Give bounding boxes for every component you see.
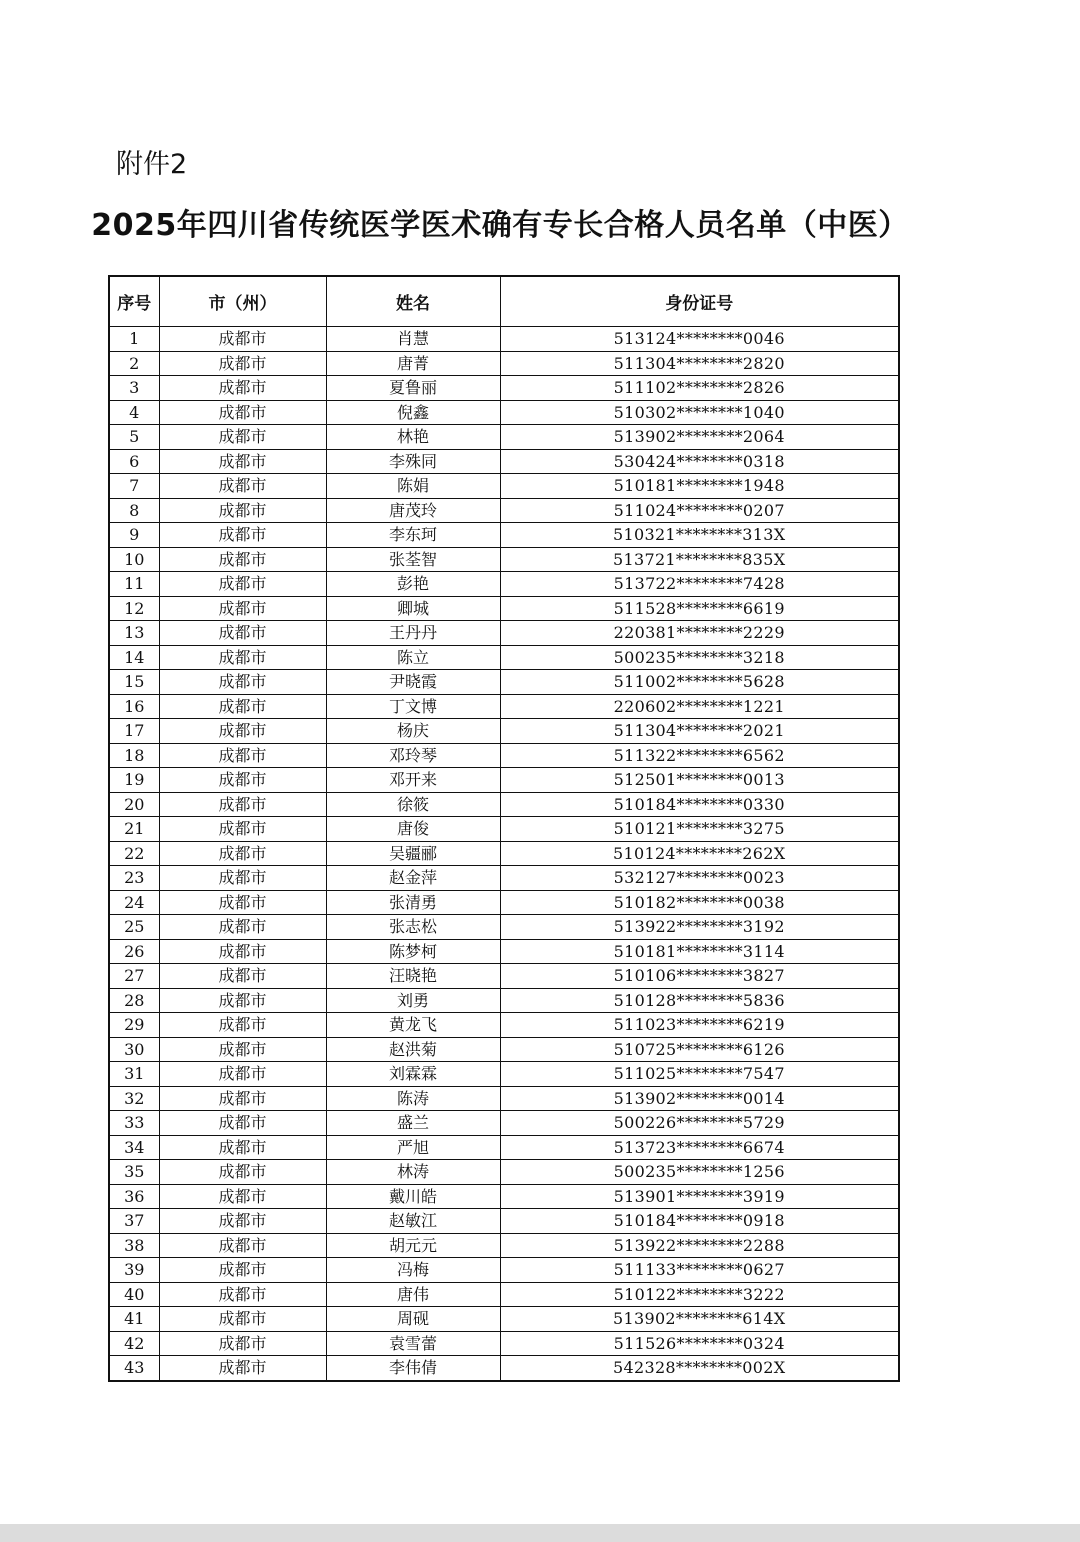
table-row [109,768,899,793]
cell-name: 周砚 [326,1307,500,1332]
cell-index: 4 [109,400,159,425]
table-row [109,547,899,572]
cell-name: 赵金萍 [326,866,500,891]
cell-id-number: 532127********0023 [500,866,899,891]
cell-id-number: 511304********2021 [500,719,899,744]
cell-name: 丁文博 [326,694,500,719]
cell-id-number: 530424********0318 [500,449,899,474]
cell-index: 40 [109,1282,159,1307]
cell-name: 冯梅 [326,1258,500,1283]
table-row [109,621,899,646]
table-row [109,670,899,695]
document-title: 2025年四川省传统医学医术确有专长合格人员名单（中医） [91,208,909,243]
cell-name: 唐茂玲 [326,498,500,523]
cell-index: 41 [109,1307,159,1332]
cell-id-number: 513922********3192 [500,915,899,940]
table-row [109,1331,899,1356]
cell-index: 21 [109,817,159,842]
cell-id-number: 510184********0918 [500,1209,899,1234]
cell-city: 成都市 [159,915,326,940]
cell-id-number: 513922********2288 [500,1233,899,1258]
cell-index: 1 [109,327,159,352]
cell-index: 39 [109,1258,159,1283]
cell-index: 12 [109,596,159,621]
cell-id-number: 510128********5836 [500,988,899,1013]
cell-city: 成都市 [159,1258,326,1283]
cell-index: 20 [109,792,159,817]
cell-city: 成都市 [159,841,326,866]
cell-id-number: 510106********3827 [500,964,899,989]
cell-city: 成都市 [159,1209,326,1234]
cell-city: 成都市 [159,1037,326,1062]
table-row [109,498,899,523]
cell-city: 成都市 [159,719,326,744]
cell-id-number: 510121********3275 [500,817,899,842]
table-row [109,1307,899,1332]
cell-id-number: 513723********6674 [500,1135,899,1160]
page-bottom-edge [0,1524,1080,1542]
cell-city: 成都市 [159,1111,326,1136]
cell-id-number: 513124********0046 [500,327,899,352]
table-row [109,743,899,768]
cell-id-number: 220381********2229 [500,621,899,646]
table-row [109,400,899,425]
cell-id-number: 511023********6219 [500,1013,899,1038]
cell-city: 成都市 [159,327,326,352]
cell-city: 成都市 [159,694,326,719]
cell-city: 成都市 [159,498,326,523]
cell-id-number: 511304********2820 [500,351,899,376]
cell-index: 19 [109,768,159,793]
cell-name: 汪晓艳 [326,964,500,989]
table-row [109,1356,899,1381]
cell-city: 成都市 [159,547,326,572]
table-row [109,841,899,866]
cell-name: 王丹丹 [326,621,500,646]
cell-id-number: 542328********002X [500,1356,899,1381]
cell-index: 37 [109,1209,159,1234]
cell-id-number: 513902********614X [500,1307,899,1332]
cell-name: 夏鲁丽 [326,376,500,401]
cell-index: 13 [109,621,159,646]
cell-id-number: 510321********313X [500,523,899,548]
cell-name: 张志松 [326,915,500,940]
cell-id-number: 513722********7428 [500,572,899,597]
cell-name: 李伟倩 [326,1356,500,1381]
cell-city: 成都市 [159,670,326,695]
table-row [109,572,899,597]
cell-index: 3 [109,376,159,401]
cell-id-number: 511322********6562 [500,743,899,768]
cell-name: 陈立 [326,645,500,670]
cell-name: 盛兰 [326,1111,500,1136]
cell-name: 张荃智 [326,547,500,572]
cell-city: 成都市 [159,1233,326,1258]
cell-index: 7 [109,474,159,499]
cell-name: 倪鑫 [326,400,500,425]
cell-index: 30 [109,1037,159,1062]
cell-id-number: 511002********5628 [500,670,899,695]
table-row [109,964,899,989]
cell-index: 11 [109,572,159,597]
cell-index: 38 [109,1233,159,1258]
cell-city: 成都市 [159,1331,326,1356]
cell-name: 唐俊 [326,817,500,842]
header-index: 序号 [109,276,159,327]
table-row [109,988,899,1013]
header-id-number: 身份证号 [500,276,899,327]
cell-index: 25 [109,915,159,940]
header-city: 市（州） [159,276,326,327]
table-row [109,817,899,842]
cell-index: 10 [109,547,159,572]
table-row [109,792,899,817]
cell-city: 成都市 [159,523,326,548]
table-row [109,376,899,401]
cell-name: 林艳 [326,425,500,450]
cell-id-number: 511528********6619 [500,596,899,621]
cell-name: 陈梦柯 [326,939,500,964]
cell-index: 31 [109,1062,159,1087]
attachment-label: 附件2 [116,149,188,180]
cell-name: 邓玲琴 [326,743,500,768]
cell-id-number: 513902********0014 [500,1086,899,1111]
cell-index: 15 [109,670,159,695]
cell-index: 8 [109,498,159,523]
cell-id-number: 510124********262X [500,841,899,866]
cell-city: 成都市 [159,1356,326,1381]
table-row [109,645,899,670]
cell-name: 彭艳 [326,572,500,597]
table-row [109,915,899,940]
cell-name: 黄龙飞 [326,1013,500,1038]
cell-name: 徐筱 [326,792,500,817]
table-row [109,1135,899,1160]
cell-city: 成都市 [159,596,326,621]
cell-id-number: 513901********3919 [500,1184,899,1209]
cell-index: 2 [109,351,159,376]
cell-city: 成都市 [159,743,326,768]
cell-city: 成都市 [159,1160,326,1185]
cell-city: 成都市 [159,645,326,670]
cell-id-number: 510181********1948 [500,474,899,499]
cell-name: 陈涛 [326,1086,500,1111]
table-row [109,1062,899,1087]
cell-city: 成都市 [159,768,326,793]
cell-id-number: 510184********0330 [500,792,899,817]
cell-name: 林涛 [326,1160,500,1185]
cell-index: 28 [109,988,159,1013]
cell-name: 尹晓霞 [326,670,500,695]
cell-id-number: 510122********3222 [500,1282,899,1307]
cell-id-number: 510302********1040 [500,400,899,425]
table-row [109,1209,899,1234]
cell-name: 赵敏江 [326,1209,500,1234]
cell-name: 邓开来 [326,768,500,793]
cell-city: 成都市 [159,988,326,1013]
table-row [109,1233,899,1258]
cell-city: 成都市 [159,890,326,915]
cell-name: 戴川皓 [326,1184,500,1209]
table-row [109,1258,899,1283]
cell-index: 14 [109,645,159,670]
header-name: 姓名 [326,276,500,327]
cell-city: 成都市 [159,474,326,499]
cell-id-number: 500235********1256 [500,1160,899,1185]
table-row [109,1086,899,1111]
table-row [109,1184,899,1209]
cell-name: 杨庆 [326,719,500,744]
cell-city: 成都市 [159,1062,326,1087]
cell-id-number: 510182********0038 [500,890,899,915]
cell-index: 33 [109,1111,159,1136]
cell-city: 成都市 [159,964,326,989]
cell-name: 刘勇 [326,988,500,1013]
cell-index: 34 [109,1135,159,1160]
cell-index: 5 [109,425,159,450]
table-body [109,327,899,1381]
cell-name: 刘霖霖 [326,1062,500,1087]
cell-id-number: 511102********2826 [500,376,899,401]
table-row [109,523,899,548]
cell-id-number: 511526********0324 [500,1331,899,1356]
cell-city: 成都市 [159,425,326,450]
cell-name: 张清勇 [326,890,500,915]
cell-city: 成都市 [159,1013,326,1038]
cell-index: 42 [109,1331,159,1356]
table-row [109,596,899,621]
table-row [109,327,899,352]
cell-index: 17 [109,719,159,744]
cell-index: 29 [109,1013,159,1038]
cell-name: 严旭 [326,1135,500,1160]
cell-city: 成都市 [159,817,326,842]
cell-index: 23 [109,866,159,891]
cell-city: 成都市 [159,400,326,425]
cell-name: 胡元元 [326,1233,500,1258]
cell-name: 陈娟 [326,474,500,499]
cell-city: 成都市 [159,1135,326,1160]
table-row [109,890,899,915]
cell-index: 22 [109,841,159,866]
table-row [109,425,899,450]
cell-name: 袁雪蕾 [326,1331,500,1356]
table-row [109,474,899,499]
cell-id-number: 511024********0207 [500,498,899,523]
cell-index: 18 [109,743,159,768]
cell-index: 9 [109,523,159,548]
table-header-row [109,276,899,327]
cell-city: 成都市 [159,866,326,891]
table-row [109,351,899,376]
cell-name: 李东珂 [326,523,500,548]
table-row [109,1282,899,1307]
table-row [109,1111,899,1136]
cell-index: 35 [109,1160,159,1185]
cell-id-number: 220602********1221 [500,694,899,719]
table-row [109,694,899,719]
cell-index: 36 [109,1184,159,1209]
cell-city: 成都市 [159,1184,326,1209]
cell-id-number: 511025********7547 [500,1062,899,1087]
cell-index: 6 [109,449,159,474]
cell-id-number: 511133********0627 [500,1258,899,1283]
table-row [109,1013,899,1038]
cell-city: 成都市 [159,351,326,376]
table-row [109,1037,899,1062]
cell-city: 成都市 [159,376,326,401]
table-row [109,866,899,891]
cell-id-number: 512501********0013 [500,768,899,793]
qualified-personnel-table [108,275,900,1382]
table-row [109,1160,899,1185]
cell-id-number: 513721********835X [500,547,899,572]
cell-name: 唐菁 [326,351,500,376]
cell-city: 成都市 [159,1086,326,1111]
cell-id-number: 500226********5729 [500,1111,899,1136]
cell-name: 肖慧 [326,327,500,352]
cell-index: 26 [109,939,159,964]
cell-id-number: 510725********6126 [500,1037,899,1062]
cell-city: 成都市 [159,792,326,817]
cell-name: 吴疆郦 [326,841,500,866]
cell-index: 27 [109,964,159,989]
cell-name: 赵洪菊 [326,1037,500,1062]
cell-city: 成都市 [159,572,326,597]
table-row [109,939,899,964]
cell-index: 32 [109,1086,159,1111]
cell-city: 成都市 [159,939,326,964]
cell-id-number: 513902********2064 [500,425,899,450]
cell-index: 24 [109,890,159,915]
cell-name: 卿城 [326,596,500,621]
cell-city: 成都市 [159,621,326,646]
cell-id-number: 510181********3114 [500,939,899,964]
table-row [109,719,899,744]
cell-id-number: 500235********3218 [500,645,899,670]
cell-index: 43 [109,1356,159,1381]
table-row [109,449,899,474]
cell-city: 成都市 [159,1307,326,1332]
cell-city: 成都市 [159,1282,326,1307]
cell-name: 李殊同 [326,449,500,474]
cell-name: 唐伟 [326,1282,500,1307]
cell-index: 16 [109,694,159,719]
cell-city: 成都市 [159,449,326,474]
